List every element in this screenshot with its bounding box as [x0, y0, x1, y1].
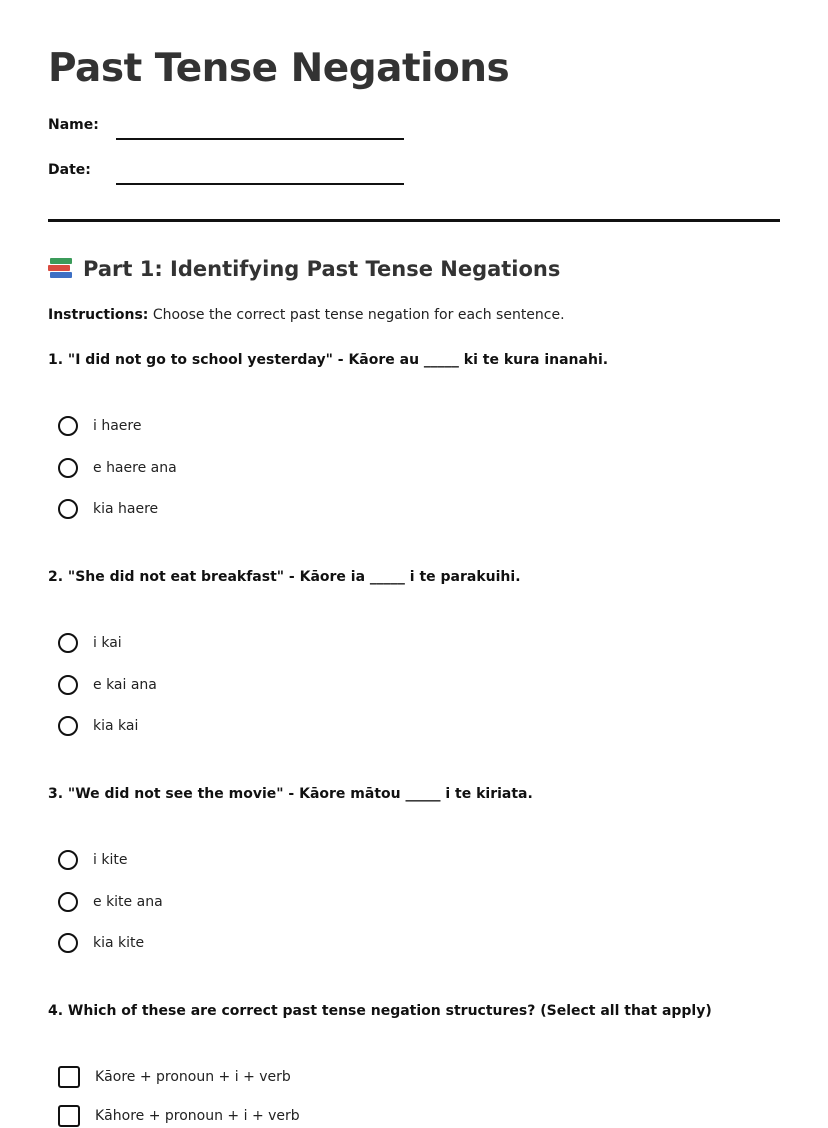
option-label: i haere: [93, 418, 142, 434]
name-label: Name:: [48, 117, 99, 133]
radio-button[interactable]: [58, 458, 78, 478]
question-3-option-2[interactable]: [58, 890, 163, 914]
question-2: 2. "She did not eat breakfast" - Kāore ia _____ i te parakuihi.: [48, 569, 521, 585]
question-4: 4. Which of these are correct past tense negation structures? (Select all that apply): [48, 1003, 712, 1019]
option-label: e kai ana: [93, 677, 157, 693]
instructions-text: Choose the correct past tense negation for each sentence.: [148, 307, 565, 323]
option-label: e haere ana: [93, 460, 177, 476]
option-label: kia kite: [93, 935, 145, 951]
header-divider: [48, 219, 780, 222]
option-label: Kāore + pronoun + i + verb: [95, 1069, 291, 1085]
question-3: 3. "We did not see the movie" - Kāore mātou _____ i te kiriata.: [48, 786, 533, 802]
question-2-option-3[interactable]: [58, 714, 138, 738]
date-label: Date:: [48, 162, 91, 178]
section-title-part1: [48, 257, 560, 281]
radio-button[interactable]: [58, 850, 78, 870]
radio-button[interactable]: [58, 716, 78, 736]
option-label: kia kai: [93, 718, 139, 734]
question-2-option-1[interactable]: [58, 631, 122, 655]
radio-button[interactable]: [58, 675, 78, 695]
radio-button[interactable]: [58, 416, 78, 436]
checkbox[interactable]: [58, 1066, 80, 1088]
question-1-option-2[interactable]: [58, 456, 177, 480]
section-title-text: Part 1: Identifying Past Tense Negations: [83, 257, 561, 281]
books-icon: [48, 257, 74, 281]
question-3-option-1[interactable]: [58, 848, 127, 872]
option-label: i kite: [93, 852, 128, 868]
instructions-label: Instructions:: [48, 307, 149, 323]
name-field[interactable]: [116, 138, 404, 140]
question-2-option-2[interactable]: [58, 673, 157, 697]
page-title: Past Tense Negations: [48, 46, 510, 91]
question-4-option-1[interactable]: [58, 1065, 291, 1089]
option-label: i kai: [93, 635, 122, 651]
date-field[interactable]: [116, 183, 404, 185]
question-4-option-2[interactable]: [58, 1104, 300, 1128]
instructions: [48, 307, 565, 323]
radio-button[interactable]: [58, 633, 78, 653]
option-label: kia haere: [93, 501, 159, 517]
option-label: e kite ana: [93, 894, 163, 910]
checkbox[interactable]: [58, 1105, 80, 1127]
question-1-option-3[interactable]: [58, 497, 158, 521]
radio-button[interactable]: [58, 499, 78, 519]
question-1-option-1[interactable]: [58, 414, 141, 438]
option-label: Kāhore + pronoun + i + verb: [95, 1108, 300, 1124]
question-3-option-3[interactable]: [58, 931, 144, 955]
radio-button[interactable]: [58, 892, 78, 912]
radio-button[interactable]: [58, 933, 78, 953]
question-1: 1. "I did not go to school yesterday" - Kāore au _____ ki te kura inanahi.: [48, 352, 609, 368]
